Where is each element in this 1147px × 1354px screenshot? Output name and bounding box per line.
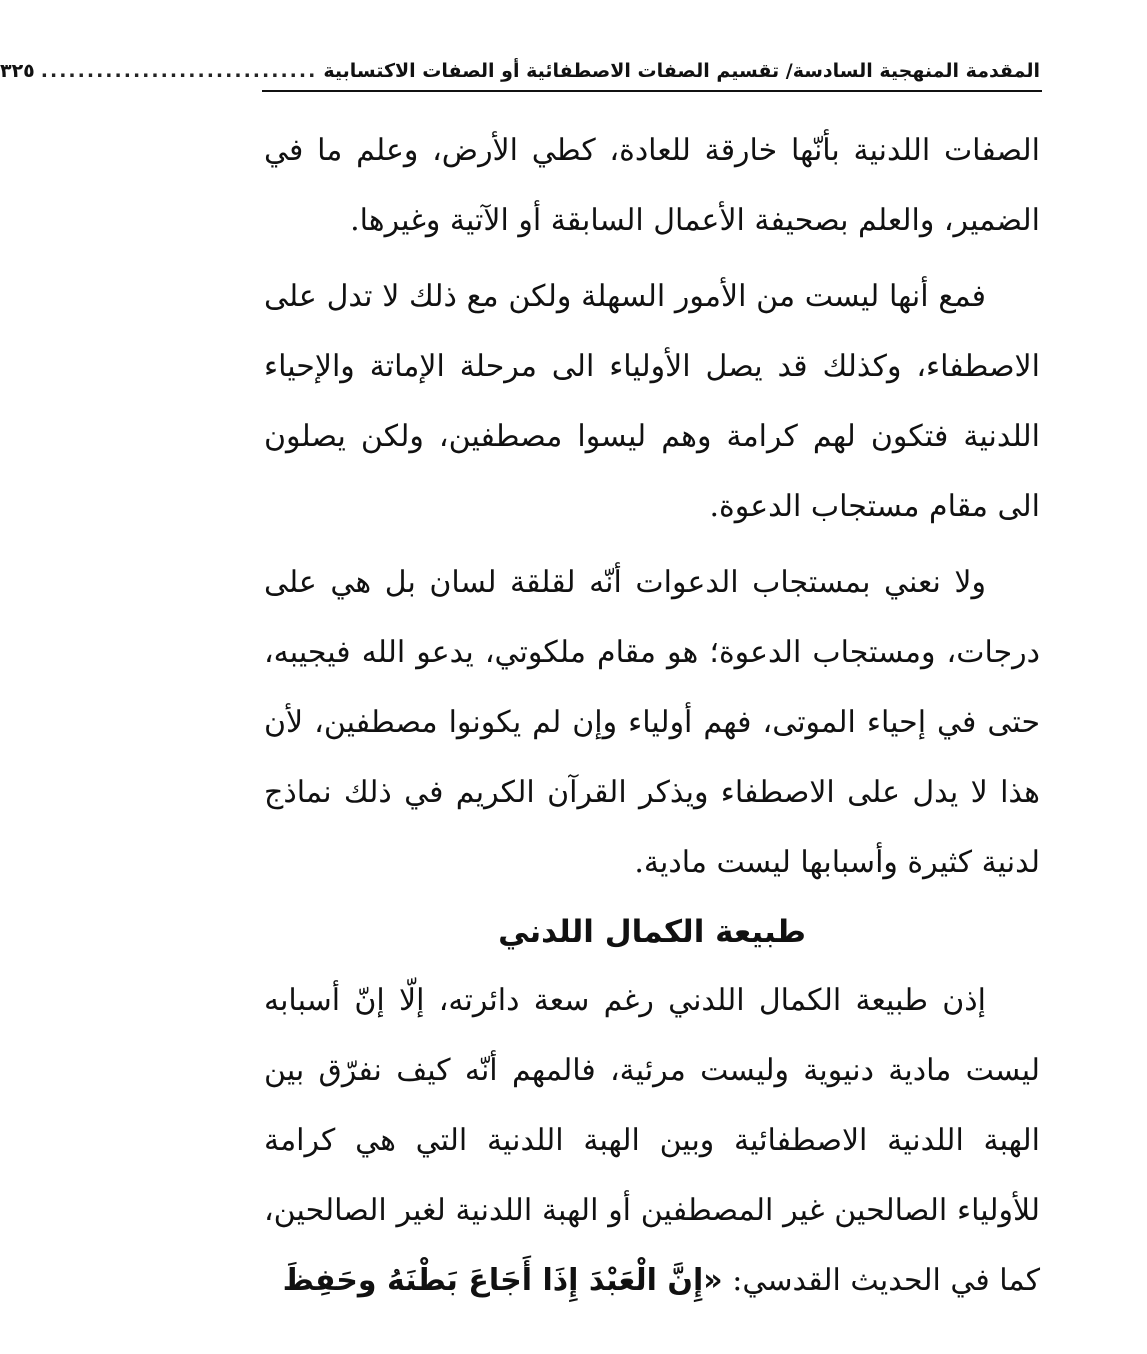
paragraph-nature xyxy=(264,966,1040,1316)
dot-leader: .............................. xyxy=(40,60,318,82)
paragraph-nature-text: إذن طبيعة الكمال اللدني رغم سعة دائرته، إلّا إنّ أسبابه ليست مادية دنيوية وليست مرئية، فالمهم أنّه كيف نفرّق بين الهبة اللدنية الاصطفائية وبين الهبة اللدنية التي هي كرامة للأولياء الصالحين غير المصطفين أو الهبة اللدنية لغير الصالحين، كما في الحديث القدسي: xyxy=(264,983,1040,1298)
chapter-title: المقدمة المنهجية السادسة/ تقسيم الصفات الاصطفائية أو الصفات الاكتسابية xyxy=(323,60,1040,82)
hadith-quote: «إِنَّ الْعَبْدَ إِذَا أَجَاعَ بَطْنَهُ وحَفِظَ xyxy=(282,1263,723,1298)
paragraph-answered-prayer: ولا نعني بمستجاب الدعوات أنّه لقلقة لسان بل هي على درجات، ومستجاب الدعوة؛ هو مقام ملكوتي، يدعو الله فيجيبه، حتى في إحياء الموتى، فهم أولياء وإن لم يكونوا مصطفين، لأن هذا لا يدل على الاصطفاء ويذكر القرآن الكريم في ذلك نماذج لدنية كثيرة وأسبابها ليست مادية. xyxy=(264,565,1040,880)
paragraph-continuation: الصفات اللدنية بأنّها خارقة للعادة، كطي الأرض، وعلم ما في الضمير، والعلم بصحيفة الأعمال السابقة أو الآتية وغيرها. xyxy=(264,133,1040,238)
body-text xyxy=(264,116,1040,1316)
header-divider xyxy=(262,90,1042,92)
section-heading: طبيعة الكمال اللدني xyxy=(498,914,806,950)
paragraph-resurrection: فمع أنها ليست من الأمور السهلة ولكن مع ذلك لا تدل على الاصطفاء، وكذلك قد يصل الأولياء الى مرحلة الإماتة والإحياء اللدنية فتكون لهم كرامة وهم ليسوا مصطفين، ولكن يصلون الى مقام مستجاب الدعوة. xyxy=(264,279,1040,524)
page-number: ٣٢٥ xyxy=(0,60,35,82)
running-header xyxy=(0,52,1040,86)
